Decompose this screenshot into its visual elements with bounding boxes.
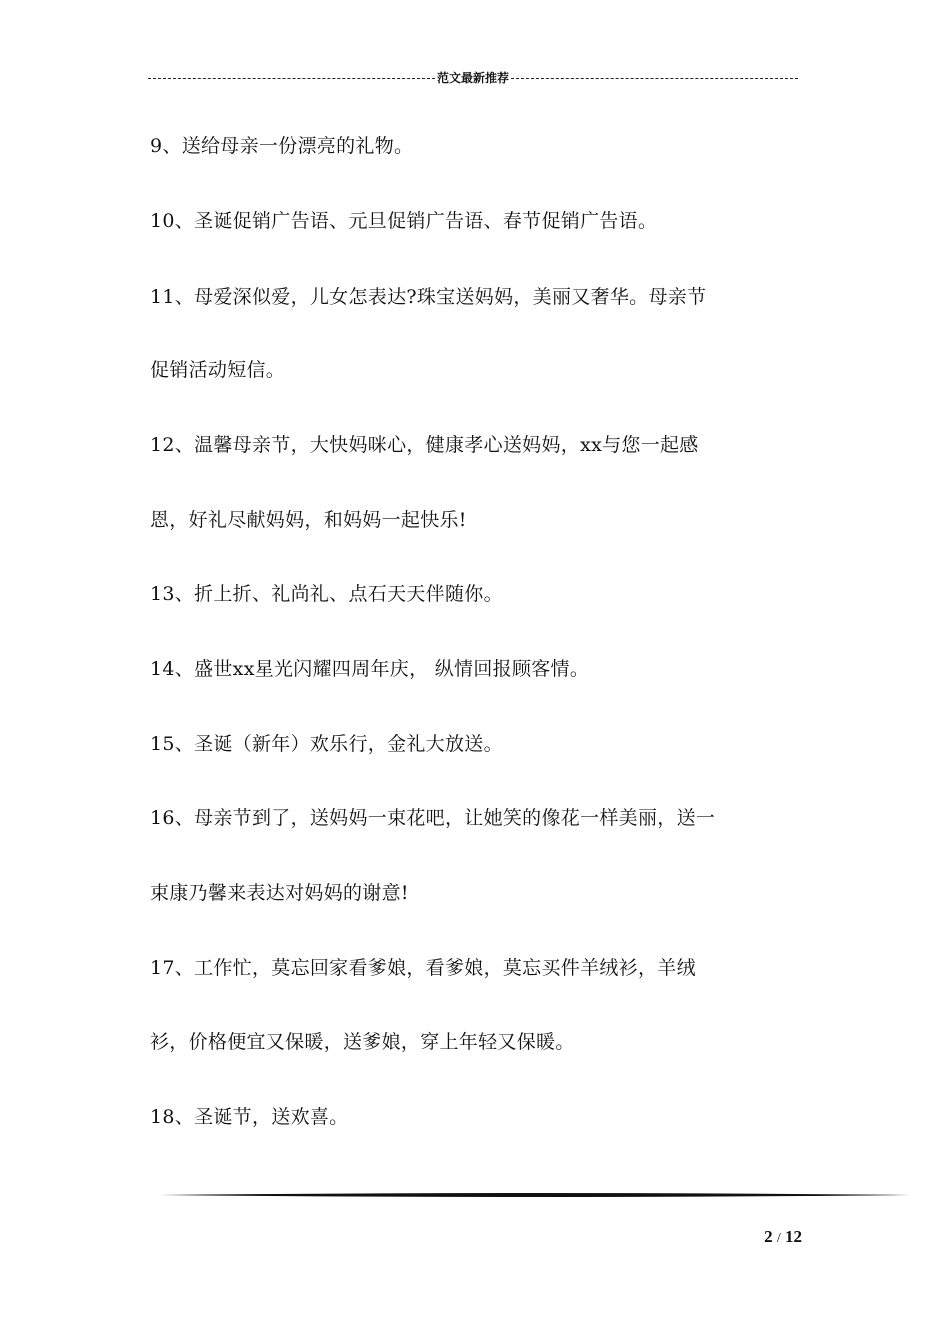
text-line: 14、盛世xx星光闪耀四周年庆， 纵情回报顾客情。 xyxy=(150,658,590,680)
text-line: 9、送给母亲一份漂亮的礼物。 xyxy=(150,135,414,157)
text-line: 16、母亲节到了，送妈妈一束花吧，让她笑的像花一样美丽，送一 xyxy=(150,807,716,829)
page-total: 12 xyxy=(785,1227,802,1246)
page-current: 2 xyxy=(764,1227,773,1246)
page-separator: / xyxy=(776,1231,781,1246)
header-dashes-left xyxy=(148,78,435,79)
text-line: 17、工作忙，莫忘回家看爹娘，看爹娘，莫忘买件羊绒衫，羊绒 xyxy=(150,957,696,979)
page-header xyxy=(148,70,798,86)
text-line: 10、圣诞促销广告语、元旦促销广告语、春节促销广告语。 xyxy=(150,210,658,232)
page-number xyxy=(764,1227,802,1247)
text-line: 束康乃馨来表达对妈妈的谢意! xyxy=(150,882,409,904)
text-line: 11、母爱深似爱，儿女怎表达?珠宝送妈妈，美丽又奢华。母亲节 xyxy=(150,286,707,308)
footer-divider xyxy=(160,1190,910,1200)
text-line: 18、圣诞节，送欢喜。 xyxy=(150,1106,349,1128)
text-line: 12、温馨母亲节，大快妈咪心，健康孝心送妈妈，xx与您一起感 xyxy=(150,434,699,456)
text-line: 促销活动短信。 xyxy=(150,359,286,381)
header-title: 范文最新推荐 xyxy=(437,71,510,85)
text-line: 恩，好礼尽献妈妈，和妈妈一起快乐! xyxy=(150,509,467,531)
text-line: 15、圣诞（新年）欢乐行，金礼大放送。 xyxy=(150,733,503,755)
text-line: 13、折上折、礼尚礼、点石天天伴随你。 xyxy=(150,583,503,605)
text-line: 衫，价格便宜又保暖，送爹娘，穿上年轻又保暖。 xyxy=(150,1031,575,1053)
header-dashes-right xyxy=(511,78,798,79)
